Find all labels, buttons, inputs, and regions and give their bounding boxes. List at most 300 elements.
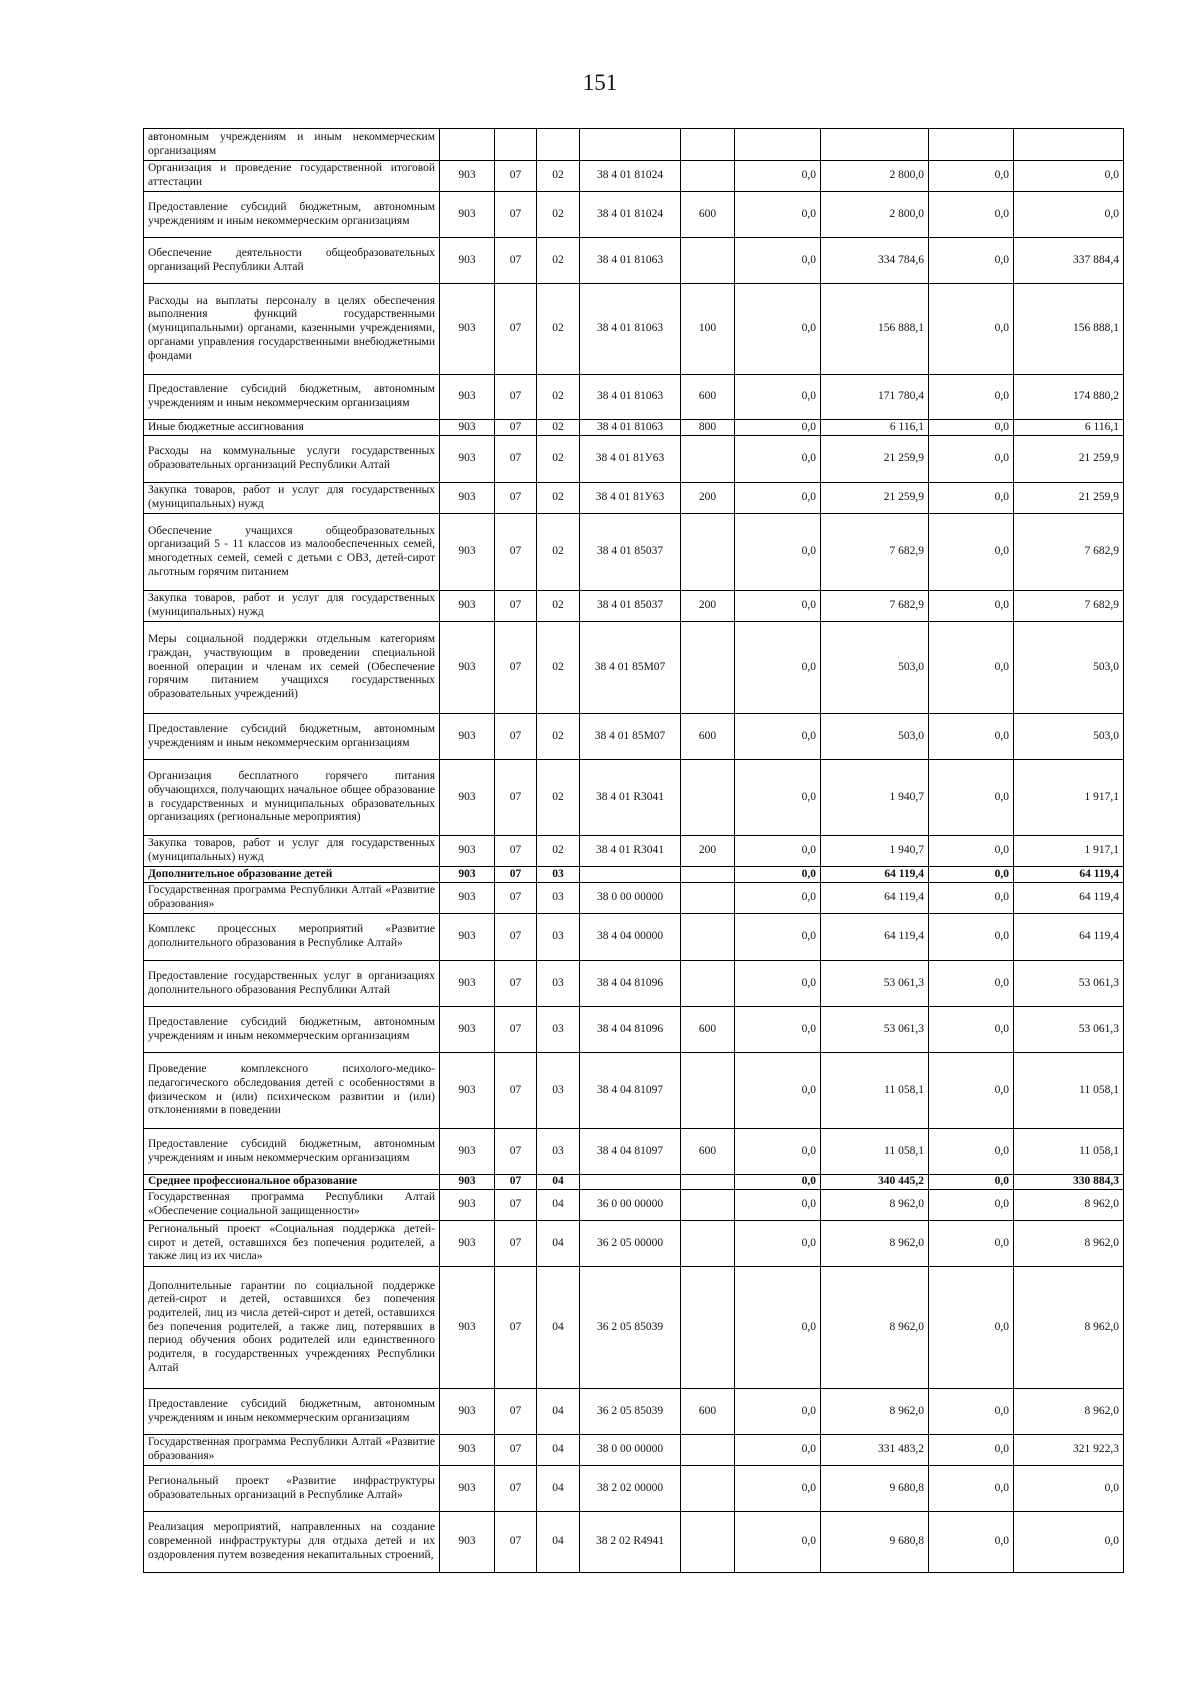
cell-name: Среднее профессиональное образование bbox=[144, 1175, 440, 1190]
cell-value-3: 0,0 bbox=[929, 883, 1014, 914]
cell-target-code: 36 2 05 00000 bbox=[580, 1221, 681, 1267]
cell-expense-type bbox=[681, 883, 735, 914]
table-row bbox=[144, 420, 1124, 436]
cell-subsection: 04 bbox=[537, 1389, 580, 1435]
cell-name: автономным учреждениям и иным некоммерческим организациям bbox=[144, 129, 440, 161]
cell-name: Предоставление субсидий бюджетным, автономным учреждениям и иным некоммерческим организациям bbox=[144, 1389, 440, 1435]
cell-name: Предоставление субсидий бюджетным, автономным учреждениям и иным некоммерческим организациям bbox=[144, 192, 440, 238]
cell-name: Проведение комплексного психолого-медико-педагогического обследования детей с особенностями в физическом и (или) психическом развитии и (или) отклонениями в поведении bbox=[144, 1053, 440, 1129]
table-row bbox=[144, 1129, 1124, 1175]
cell-section: 07 bbox=[495, 1175, 537, 1190]
cell-value-4: 53 061,3 bbox=[1014, 961, 1124, 1007]
cell-grbs: 903 bbox=[440, 192, 495, 238]
cell-subsection: 04 bbox=[537, 1190, 580, 1221]
table-row bbox=[144, 1267, 1124, 1389]
cell-value-4: 11 058,1 bbox=[1014, 1053, 1124, 1129]
cell-target-code: 38 4 01 85037 bbox=[580, 514, 681, 591]
cell-subsection: 02 bbox=[537, 284, 580, 375]
cell-expense-type bbox=[681, 1190, 735, 1221]
table-row bbox=[144, 714, 1124, 760]
cell-value-4: 7 682,9 bbox=[1014, 514, 1124, 591]
cell-expense-type: 800 bbox=[681, 420, 735, 436]
cell-value-1: 0,0 bbox=[735, 436, 821, 483]
cell-grbs: 903 bbox=[440, 961, 495, 1007]
cell-value-1: 0,0 bbox=[735, 161, 821, 192]
cell-target-code: 38 4 01 85037 bbox=[580, 591, 681, 622]
cell-expense-type: 600 bbox=[681, 1389, 735, 1435]
cell-value-1: 0,0 bbox=[735, 1221, 821, 1267]
table-row bbox=[144, 1007, 1124, 1053]
table-row bbox=[144, 1190, 1124, 1221]
cell-value-1: 0,0 bbox=[735, 238, 821, 284]
table-row bbox=[144, 1175, 1124, 1190]
table-row bbox=[144, 591, 1124, 622]
cell-section: 07 bbox=[495, 284, 537, 375]
cell-expense-type: 200 bbox=[681, 483, 735, 514]
cell-value-1 bbox=[735, 129, 821, 161]
cell-expense-type bbox=[681, 1267, 735, 1389]
table-row bbox=[144, 867, 1124, 883]
cell-target-code: 38 0 00 00000 bbox=[580, 883, 681, 914]
cell-subsection: 03 bbox=[537, 914, 580, 961]
cell-value-3: 0,0 bbox=[929, 1267, 1014, 1389]
cell-subsection: 04 bbox=[537, 1175, 580, 1190]
cell-target-code: 38 4 04 81096 bbox=[580, 1007, 681, 1053]
cell-section: 07 bbox=[495, 375, 537, 420]
cell-subsection: 02 bbox=[537, 622, 580, 714]
cell-section bbox=[495, 129, 537, 161]
cell-value-3: 0,0 bbox=[929, 1435, 1014, 1466]
cell-value-2: 6 116,1 bbox=[821, 420, 929, 436]
cell-expense-type: 200 bbox=[681, 591, 735, 622]
cell-value-3: 0,0 bbox=[929, 760, 1014, 836]
cell-expense-type bbox=[681, 129, 735, 161]
cell-value-3: 0,0 bbox=[929, 714, 1014, 760]
cell-value-1: 0,0 bbox=[735, 192, 821, 238]
cell-grbs: 903 bbox=[440, 1053, 495, 1129]
cell-value-1: 0,0 bbox=[735, 1190, 821, 1221]
cell-target-code: 38 4 01 85М07 bbox=[580, 714, 681, 760]
cell-subsection: 02 bbox=[537, 591, 580, 622]
cell-name: Дополнительное образование детей bbox=[144, 867, 440, 883]
cell-name: Региональный проект «Социальная поддержка детей-сирот и детей, оставшихся без попечения родителей, а также лиц из их числа» bbox=[144, 1221, 440, 1267]
cell-name: Расходы на выплаты персоналу в целях обеспечения выполнения функций государственными (муниципальными) органами, казенными учреждениями, органами управления государственными внебюджетными фондами bbox=[144, 284, 440, 375]
cell-section: 07 bbox=[495, 1221, 537, 1267]
cell-value-2: 8 962,0 bbox=[821, 1190, 929, 1221]
cell-expense-type: 100 bbox=[681, 284, 735, 375]
cell-value-3: 0,0 bbox=[929, 1512, 1014, 1573]
cell-value-1: 0,0 bbox=[735, 1007, 821, 1053]
cell-name: Меры социальной поддержки отдельным категориям граждан, участвующим в проведении специальной военной операции и членам их семей (Обеспечение горячим питанием учащихся государственных образовательных учреждений) bbox=[144, 622, 440, 714]
cell-subsection: 02 bbox=[537, 192, 580, 238]
cell-name: Обеспечение учащихся общеобразовательных организаций 5 - 11 классов из малообеспеченных семей, многодетных семей, семей с детьми с ОВЗ, детей-сирот льготным горячим питанием bbox=[144, 514, 440, 591]
cell-value-1: 0,0 bbox=[735, 622, 821, 714]
cell-section: 07 bbox=[495, 1512, 537, 1573]
cell-subsection: 03 bbox=[537, 1053, 580, 1129]
cell-value-1: 0,0 bbox=[735, 961, 821, 1007]
cell-section: 07 bbox=[495, 914, 537, 961]
cell-value-3: 0,0 bbox=[929, 1466, 1014, 1512]
cell-value-3: 0,0 bbox=[929, 192, 1014, 238]
cell-section: 07 bbox=[495, 238, 537, 284]
cell-value-1: 0,0 bbox=[735, 375, 821, 420]
cell-value-4: 174 880,2 bbox=[1014, 375, 1124, 420]
cell-value-3: 0,0 bbox=[929, 1190, 1014, 1221]
cell-target-code: 38 4 01 81У63 bbox=[580, 436, 681, 483]
cell-value-3: 0,0 bbox=[929, 436, 1014, 483]
cell-name: Государственная программа Республики Алтай «Развитие образования» bbox=[144, 1435, 440, 1466]
cell-grbs: 903 bbox=[440, 483, 495, 514]
cell-target-code bbox=[580, 129, 681, 161]
cell-value-1: 0,0 bbox=[735, 883, 821, 914]
cell-value-3: 0,0 bbox=[929, 1221, 1014, 1267]
cell-value-2: 503,0 bbox=[821, 622, 929, 714]
cell-value-1: 0,0 bbox=[735, 867, 821, 883]
cell-grbs: 903 bbox=[440, 1435, 495, 1466]
cell-grbs: 903 bbox=[440, 836, 495, 867]
cell-grbs: 903 bbox=[440, 1267, 495, 1389]
cell-target-code: 38 4 01 81024 bbox=[580, 192, 681, 238]
cell-section: 07 bbox=[495, 591, 537, 622]
cell-section: 07 bbox=[495, 1053, 537, 1129]
cell-value-4: 0,0 bbox=[1014, 1466, 1124, 1512]
cell-name: Иные бюджетные ассигнования bbox=[144, 420, 440, 436]
cell-value-2: 64 119,4 bbox=[821, 867, 929, 883]
cell-target-code bbox=[580, 867, 681, 883]
cell-target-code: 38 4 04 81097 bbox=[580, 1129, 681, 1175]
cell-expense-type bbox=[681, 436, 735, 483]
table-row bbox=[144, 192, 1124, 238]
cell-value-2: 1 940,7 bbox=[821, 836, 929, 867]
cell-grbs: 903 bbox=[440, 161, 495, 192]
cell-section: 07 bbox=[495, 1190, 537, 1221]
cell-value-3: 0,0 bbox=[929, 591, 1014, 622]
cell-subsection: 03 bbox=[537, 1129, 580, 1175]
cell-value-2: 8 962,0 bbox=[821, 1389, 929, 1435]
table-row bbox=[144, 483, 1124, 514]
cell-expense-type bbox=[681, 1435, 735, 1466]
cell-value-2: 11 058,1 bbox=[821, 1053, 929, 1129]
cell-value-4: 503,0 bbox=[1014, 622, 1124, 714]
cell-value-1: 0,0 bbox=[735, 1466, 821, 1512]
cell-grbs: 903 bbox=[440, 1175, 495, 1190]
cell-name: Организация бесплатного горячего питания обучающихся, получающих начальное общее образование в государственных и муниципальных образовательных организациях (региональные мероприятия) bbox=[144, 760, 440, 836]
cell-section: 07 bbox=[495, 1389, 537, 1435]
cell-grbs: 903 bbox=[440, 883, 495, 914]
cell-expense-type bbox=[681, 914, 735, 961]
cell-subsection: 02 bbox=[537, 760, 580, 836]
cell-value-1: 0,0 bbox=[735, 1175, 821, 1190]
table-row bbox=[144, 375, 1124, 420]
cell-expense-type: 600 bbox=[681, 375, 735, 420]
cell-grbs: 903 bbox=[440, 284, 495, 375]
table-row bbox=[144, 914, 1124, 961]
cell-section: 07 bbox=[495, 714, 537, 760]
cell-subsection: 02 bbox=[537, 836, 580, 867]
cell-value-4: 8 962,0 bbox=[1014, 1221, 1124, 1267]
cell-grbs: 903 bbox=[440, 714, 495, 760]
cell-subsection: 02 bbox=[537, 714, 580, 760]
cell-grbs: 903 bbox=[440, 436, 495, 483]
cell-value-1: 0,0 bbox=[735, 514, 821, 591]
table-row bbox=[144, 514, 1124, 591]
cell-subsection: 02 bbox=[537, 514, 580, 591]
cell-section: 07 bbox=[495, 192, 537, 238]
cell-value-4: 64 119,4 bbox=[1014, 914, 1124, 961]
cell-value-4: 503,0 bbox=[1014, 714, 1124, 760]
cell-subsection: 03 bbox=[537, 883, 580, 914]
cell-value-1: 0,0 bbox=[735, 760, 821, 836]
cell-value-4: 321 922,3 bbox=[1014, 1435, 1124, 1466]
cell-subsection: 02 bbox=[537, 238, 580, 284]
page-number: 151 bbox=[582, 70, 618, 95]
cell-grbs: 903 bbox=[440, 1129, 495, 1175]
cell-section: 07 bbox=[495, 1435, 537, 1466]
table-row bbox=[144, 1053, 1124, 1129]
table-row bbox=[144, 1435, 1124, 1466]
cell-grbs: 903 bbox=[440, 914, 495, 961]
cell-value-3: 0,0 bbox=[929, 1389, 1014, 1435]
cell-value-4: 11 058,1 bbox=[1014, 1129, 1124, 1175]
cell-target-code: 38 2 02 00000 bbox=[580, 1466, 681, 1512]
cell-value-3: 0,0 bbox=[929, 914, 1014, 961]
cell-target-code: 38 4 01 81063 bbox=[580, 420, 681, 436]
cell-value-2: 340 445,2 bbox=[821, 1175, 929, 1190]
table-row bbox=[144, 436, 1124, 483]
cell-target-code bbox=[580, 1175, 681, 1190]
cell-value-1: 0,0 bbox=[735, 714, 821, 760]
cell-value-2: 2 800,0 bbox=[821, 192, 929, 238]
cell-grbs: 903 bbox=[440, 1389, 495, 1435]
cell-name: Реализация мероприятий, направленных на создание современной инфраструктуры для отдыха детей и их оздоровления путем возведения некапитальных строений, bbox=[144, 1512, 440, 1573]
table-row bbox=[144, 622, 1124, 714]
cell-section: 07 bbox=[495, 1007, 537, 1053]
cell-value-1: 0,0 bbox=[735, 1435, 821, 1466]
cell-value-4: 53 061,3 bbox=[1014, 1007, 1124, 1053]
cell-value-3: 0,0 bbox=[929, 836, 1014, 867]
cell-value-2: 331 483,2 bbox=[821, 1435, 929, 1466]
cell-value-4: 156 888,1 bbox=[1014, 284, 1124, 375]
cell-expense-type bbox=[681, 238, 735, 284]
cell-grbs: 903 bbox=[440, 591, 495, 622]
cell-grbs bbox=[440, 129, 495, 161]
cell-value-4: 8 962,0 bbox=[1014, 1190, 1124, 1221]
cell-value-4: 21 259,9 bbox=[1014, 436, 1124, 483]
cell-section: 07 bbox=[495, 760, 537, 836]
cell-value-3: 0,0 bbox=[929, 420, 1014, 436]
cell-value-1: 0,0 bbox=[735, 1389, 821, 1435]
cell-value-2: 21 259,9 bbox=[821, 436, 929, 483]
cell-subsection: 02 bbox=[537, 161, 580, 192]
cell-section: 07 bbox=[495, 867, 537, 883]
cell-value-1: 0,0 bbox=[735, 420, 821, 436]
cell-grbs: 903 bbox=[440, 1190, 495, 1221]
table-row bbox=[144, 961, 1124, 1007]
cell-section: 07 bbox=[495, 161, 537, 192]
cell-value-1: 0,0 bbox=[735, 284, 821, 375]
cell-section: 07 bbox=[495, 1466, 537, 1512]
cell-grbs: 903 bbox=[440, 375, 495, 420]
cell-value-2: 7 682,9 bbox=[821, 591, 929, 622]
cell-value-3: 0,0 bbox=[929, 1175, 1014, 1190]
cell-name: Комплекс процессных мероприятий «Развитие дополнительного образования в Республике Алтай» bbox=[144, 914, 440, 961]
cell-value-1: 0,0 bbox=[735, 1512, 821, 1573]
cell-value-2: 11 058,1 bbox=[821, 1129, 929, 1175]
cell-value-1: 0,0 bbox=[735, 483, 821, 514]
cell-value-4: 6 116,1 bbox=[1014, 420, 1124, 436]
cell-value-2: 9 680,8 bbox=[821, 1466, 929, 1512]
cell-subsection: 03 bbox=[537, 867, 580, 883]
table-row bbox=[144, 1389, 1124, 1435]
cell-value-4: 0,0 bbox=[1014, 161, 1124, 192]
cell-value-4: 330 884,3 bbox=[1014, 1175, 1124, 1190]
cell-value-2: 7 682,9 bbox=[821, 514, 929, 591]
cell-section: 07 bbox=[495, 622, 537, 714]
cell-value-3: 0,0 bbox=[929, 375, 1014, 420]
cell-target-code: 38 4 04 81097 bbox=[580, 1053, 681, 1129]
cell-value-2: 171 780,4 bbox=[821, 375, 929, 420]
cell-value-1: 0,0 bbox=[735, 1053, 821, 1129]
table-row bbox=[144, 1512, 1124, 1573]
cell-value-3: 0,0 bbox=[929, 622, 1014, 714]
cell-target-code: 38 4 01 81024 bbox=[580, 161, 681, 192]
cell-expense-type bbox=[681, 622, 735, 714]
table-row bbox=[144, 1466, 1124, 1512]
cell-section: 07 bbox=[495, 420, 537, 436]
table-body bbox=[144, 129, 1124, 1573]
cell-target-code: 38 0 00 00000 bbox=[580, 1435, 681, 1466]
cell-value-3: 0,0 bbox=[929, 961, 1014, 1007]
cell-target-code: 36 0 00 00000 bbox=[580, 1190, 681, 1221]
cell-target-code: 38 4 01 81У63 bbox=[580, 483, 681, 514]
cell-expense-type bbox=[681, 760, 735, 836]
cell-expense-type bbox=[681, 1175, 735, 1190]
cell-expense-type bbox=[681, 867, 735, 883]
cell-subsection: 04 bbox=[537, 1512, 580, 1573]
cell-name: Предоставление субсидий бюджетным, автономным учреждениям и иным некоммерческим организациям bbox=[144, 375, 440, 420]
cell-name: Закупка товаров, работ и услуг для государственных (муниципальных) нужд bbox=[144, 483, 440, 514]
cell-value-3: 0,0 bbox=[929, 1129, 1014, 1175]
cell-expense-type: 600 bbox=[681, 1129, 735, 1175]
cell-name: Региональный проект «Развитие инфраструктуры образовательных организаций в Республике Алтай» bbox=[144, 1466, 440, 1512]
cell-subsection: 02 bbox=[537, 436, 580, 483]
cell-target-code: 38 4 01 85М07 bbox=[580, 622, 681, 714]
cell-grbs: 903 bbox=[440, 867, 495, 883]
cell-section: 07 bbox=[495, 514, 537, 591]
budget-table bbox=[143, 128, 1124, 1573]
cell-value-2: 9 680,8 bbox=[821, 1512, 929, 1573]
cell-target-code: 36 2 05 85039 bbox=[580, 1389, 681, 1435]
cell-name: Государственная программа Республики Алтай «Обеспечение социальной защищенности» bbox=[144, 1190, 440, 1221]
cell-value-2: 64 119,4 bbox=[821, 914, 929, 961]
cell-value-2: 64 119,4 bbox=[821, 883, 929, 914]
cell-value-4: 1 917,1 bbox=[1014, 836, 1124, 867]
cell-value-2: 8 962,0 bbox=[821, 1221, 929, 1267]
cell-name: Закупка товаров, работ и услуг для государственных (муниципальных) нужд bbox=[144, 591, 440, 622]
cell-value-4 bbox=[1014, 129, 1124, 161]
cell-expense-type bbox=[681, 961, 735, 1007]
cell-target-code: 38 4 01 R3041 bbox=[580, 760, 681, 836]
table-row bbox=[144, 883, 1124, 914]
cell-expense-type bbox=[681, 1512, 735, 1573]
cell-target-code: 38 4 01 81063 bbox=[580, 375, 681, 420]
cell-value-1: 0,0 bbox=[735, 591, 821, 622]
cell-value-4: 0,0 bbox=[1014, 1512, 1124, 1573]
cell-value-3: 0,0 bbox=[929, 1007, 1014, 1053]
cell-value-4: 64 119,4 bbox=[1014, 867, 1124, 883]
cell-value-3 bbox=[929, 129, 1014, 161]
cell-value-3: 0,0 bbox=[929, 161, 1014, 192]
cell-section: 07 bbox=[495, 961, 537, 1007]
cell-expense-type: 200 bbox=[681, 836, 735, 867]
cell-value-2: 2 800,0 bbox=[821, 161, 929, 192]
cell-value-4: 64 119,4 bbox=[1014, 883, 1124, 914]
cell-name: Предоставление субсидий бюджетным, автономным учреждениям и иным некоммерческим организациям bbox=[144, 1129, 440, 1175]
cell-name: Предоставление субсидий бюджетным, автономным учреждениям и иным некоммерческим организациям bbox=[144, 1007, 440, 1053]
cell-target-code: 38 2 02 R4941 bbox=[580, 1512, 681, 1573]
cell-target-code: 36 2 05 85039 bbox=[580, 1267, 681, 1389]
cell-expense-type: 600 bbox=[681, 714, 735, 760]
cell-name: Предоставление государственных услуг в организациях дополнительного образования Республики Алтай bbox=[144, 961, 440, 1007]
table-row bbox=[144, 238, 1124, 284]
cell-value-3: 0,0 bbox=[929, 238, 1014, 284]
table-row bbox=[144, 161, 1124, 192]
cell-subsection: 04 bbox=[537, 1466, 580, 1512]
cell-subsection: 02 bbox=[537, 375, 580, 420]
cell-expense-type bbox=[681, 1466, 735, 1512]
cell-value-4: 0,0 bbox=[1014, 192, 1124, 238]
cell-name: Обеспечение деятельности общеобразовательных организаций Республики Алтай bbox=[144, 238, 440, 284]
cell-value-4: 8 962,0 bbox=[1014, 1267, 1124, 1389]
cell-subsection: 02 bbox=[537, 483, 580, 514]
cell-target-code: 38 4 01 R3041 bbox=[580, 836, 681, 867]
cell-value-2: 21 259,9 bbox=[821, 483, 929, 514]
cell-subsection: 04 bbox=[537, 1435, 580, 1466]
table-row bbox=[144, 836, 1124, 867]
cell-section: 07 bbox=[495, 1267, 537, 1389]
table-row bbox=[144, 760, 1124, 836]
cell-section: 07 bbox=[495, 483, 537, 514]
cell-value-2: 503,0 bbox=[821, 714, 929, 760]
cell-grbs: 903 bbox=[440, 760, 495, 836]
cell-name: Государственная программа Республики Алтай «Развитие образования» bbox=[144, 883, 440, 914]
cell-name: Закупка товаров, работ и услуг для государственных (муниципальных) нужд bbox=[144, 836, 440, 867]
cell-expense-type: 600 bbox=[681, 1007, 735, 1053]
cell-grbs: 903 bbox=[440, 1466, 495, 1512]
cell-value-2: 334 784,6 bbox=[821, 238, 929, 284]
cell-value-3: 0,0 bbox=[929, 284, 1014, 375]
table-row bbox=[144, 284, 1124, 375]
cell-grbs: 903 bbox=[440, 1512, 495, 1573]
cell-name: Расходы на коммунальные услуги государственных образовательных организаций Республики Алтай bbox=[144, 436, 440, 483]
cell-value-4: 337 884,4 bbox=[1014, 238, 1124, 284]
cell-subsection: 03 bbox=[537, 1007, 580, 1053]
cell-value-1: 0,0 bbox=[735, 1129, 821, 1175]
cell-value-1: 0,0 bbox=[735, 914, 821, 961]
cell-target-code: 38 4 01 81063 bbox=[580, 284, 681, 375]
cell-value-3: 0,0 bbox=[929, 483, 1014, 514]
cell-grbs: 903 bbox=[440, 1221, 495, 1267]
cell-value-3: 0,0 bbox=[929, 867, 1014, 883]
cell-section: 07 bbox=[495, 883, 537, 914]
cell-target-code: 38 4 04 81096 bbox=[580, 961, 681, 1007]
cell-expense-type bbox=[681, 161, 735, 192]
cell-section: 07 bbox=[495, 836, 537, 867]
cell-value-1: 0,0 bbox=[735, 1267, 821, 1389]
cell-value-3: 0,0 bbox=[929, 514, 1014, 591]
cell-name: Организация и проведение государственной итоговой аттестации bbox=[144, 161, 440, 192]
cell-value-2: 53 061,3 bbox=[821, 1007, 929, 1053]
